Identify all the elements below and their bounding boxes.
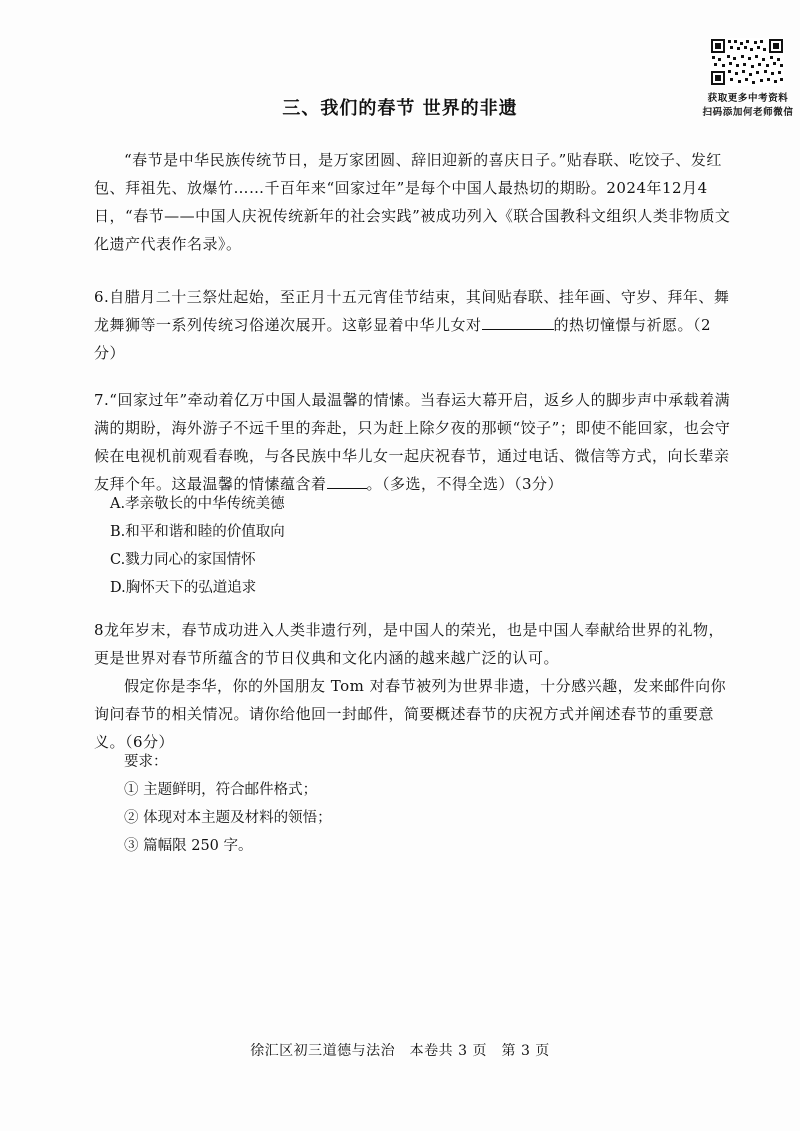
qr-caption-line-2: 扫码添加何老师微信 <box>702 107 794 118</box>
answer-blank-7[interactable] <box>327 473 367 489</box>
option-d[interactable]: D.胸怀天下的弘道追求 <box>110 580 257 596</box>
requirements-label: 要求： <box>124 754 168 770</box>
requirement-item-2: ② 体现对本主题及材料的领悟； <box>124 810 332 826</box>
answer-blank-6[interactable] <box>482 314 554 330</box>
qr-caption-line-1: 获取更多中考资料 <box>707 93 789 104</box>
requirements-list <box>124 748 332 860</box>
question-8-task: 假定你是李华，你的外国朋友 Tom 对春节被列为世界非遗，十分感兴趣，发来邮件向你询问春节的相关情况。请你给他回一封邮件，简要概述春节的庆祝方式并阐述春节的重要意义。（6分） <box>94 677 727 751</box>
option-c[interactable]: C.戮力同心的家国情怀 <box>110 552 256 568</box>
intro-paragraph: “春节是中华民族传统节日，是万家团圆、辞旧迎新的喜庆日子。”贴春联、吃饺子、发红包、拜祖先、放爆竹……千百年来“回家过年”是每个中国人最热切的期盼。2024年12月4日，“春节——中国人庆祝传统新年的社会实践”被成功列入《联合国教科文组织人类非物质文化遗产代表作名录》。 <box>94 151 731 253</box>
page-footer: 徐汇区初三道德与法治 本卷共 3 页 第 3 页 <box>250 1043 550 1059</box>
question-6-text: 6.自腊月二十三祭灶起始，至正月十五元宵佳节结束，其间贴春联、挂年画、守岁、拜年、舞龙舞狮等一系列传统习俗递次展开。这彰显着中华儿女对 <box>94 288 730 334</box>
requirement-item-3: ③ 篇幅限 250 字。 <box>124 838 253 854</box>
option-b[interactable]: B.和平和谐和睦的价值取向 <box>110 524 285 540</box>
question-7-text: 7.“回家过年”牵动着亿万中国人最温馨的情愫。当春运大幕开启，返乡人的脚步声中承载着满满的期盼，海外游子不远千里的奔赴，只为赶上除夕夜的那顿“饺子”；即使不能回家，也会守候在电视机前观看春晚，与各民族中华儿女一起庆祝春节，通过电话、微信等方式，向长辈亲友拜个年。这最温馨的情愫蕴含着 <box>94 391 731 493</box>
qr-code-image <box>710 38 784 86</box>
question-7-suffix: 。（多选，不得全选）（3分） <box>366 475 564 493</box>
question-6-suffix: 的热切憧憬与祈愿。（2分） <box>94 316 712 362</box>
question-8-intro: 8龙年岁末，春节成功进入人类非遗行列，是中国人的荣光，也是中国人奉献给世界的礼物，更是世界对春节所蕴含的节日仪典和文化内涵的越来越广泛的认可。 <box>94 621 725 667</box>
section-title: 三、我们的春节 世界的非遗 <box>282 98 518 119</box>
option-a[interactable]: A.孝亲敬长的中华传统美德 <box>110 496 285 512</box>
requirement-item-1: ① 主题鲜明，符合邮件格式； <box>124 782 318 798</box>
question-6 <box>94 283 734 367</box>
question-7 <box>94 386 734 498</box>
question-7-options <box>110 490 285 602</box>
